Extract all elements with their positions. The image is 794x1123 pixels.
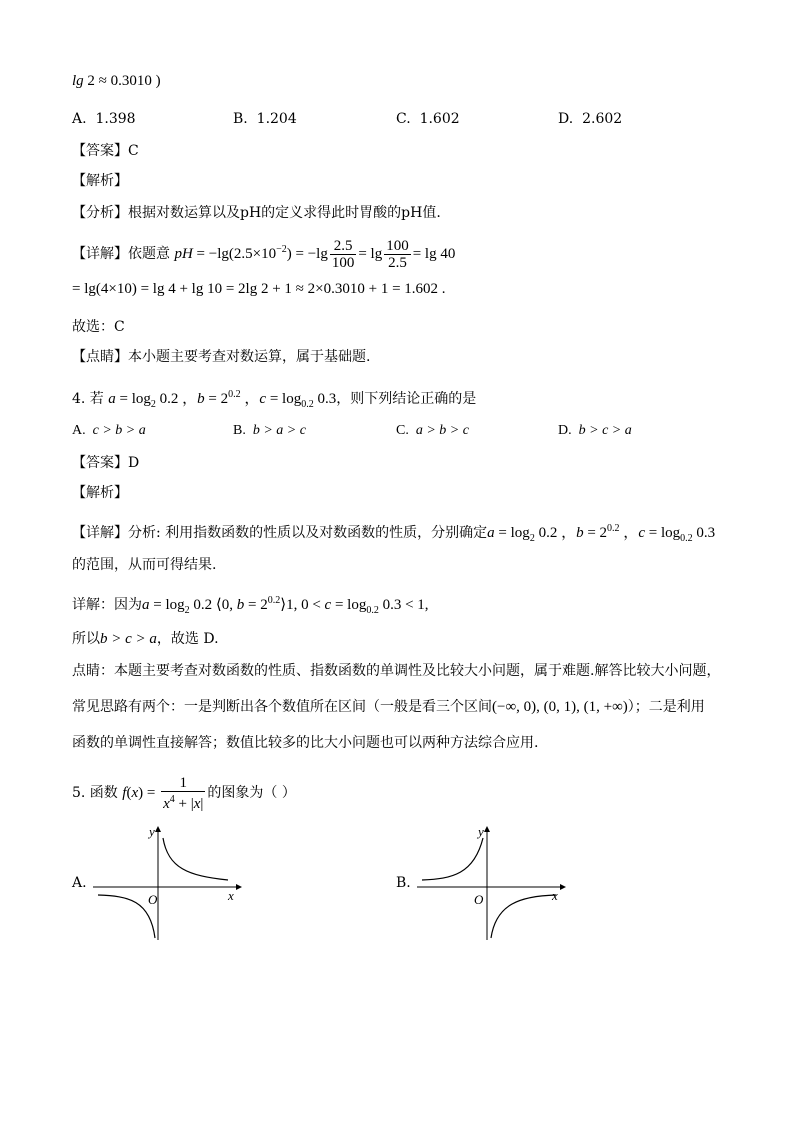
q3-option-a: A. 1.398: [72, 111, 136, 127]
q4-dianjing-2: 常见思路有两个：一是判断出各个数值所在区间（一般是看三个区间(−∞, 0), (0, 1), (1, +∞)）；二是利用: [72, 699, 705, 715]
q4-dianjing-1: 点睛：本题主要考查对数函数的性质、指数函数的单调性及比较大小问题，属于难题.解答比较大小问题，: [72, 663, 721, 679]
q4-stem: 4. 若 $a = \log_2 0.2$ ，$b = 2^{0.2}$ ，$c = \log_{0.2} 0.3$，则下列结论正确的是: [72, 389, 477, 410]
q4-dianjing-3: 函数的单调性直接解答；数值比较多的比大小问题也可以两种方法综合应用.: [72, 735, 539, 751]
q4-detail: 详解：因为$a = \log_2 0.2$ ⟨0, $b = 2^{0.2}⟩1$, $0 < c = \log_{0.2} 0.3 < 1$,: [72, 595, 429, 616]
graph-b-y-label: y: [478, 824, 484, 839]
graph-a-x-label: x: [228, 888, 234, 903]
q3-option-d: D. 2.602: [558, 111, 623, 127]
graph-a-label: A.: [72, 875, 87, 891]
q4-conclusion: 所以b > c > a，故选 D.: [72, 631, 219, 647]
graph-b-label: B.: [396, 875, 411, 891]
q3-line2: = lg(4×10) = lg 4 + lg 10 = 2lg 2 + 1 ≈ 2×0.3010 + 1 = 1.602 .: [72, 281, 446, 297]
q3-xiangjie: 【详解】依题意 pH = $-\lg(2.5\times 10^{-2}) = -\lg$ $\frac{2.5}{100}$ = lg $\frac{100}{2.5}$ = lg 40: [72, 238, 456, 272]
q3-option-b: B. 1.204: [233, 111, 297, 127]
q4-range-line: 的范围，从而可得结果.: [72, 557, 217, 573]
q3-guxuan: 故选：C: [72, 319, 125, 335]
q4-option-b: B. b > a > c: [233, 423, 306, 438]
q4-option-c: C. a > b > c: [396, 423, 469, 438]
graph-a: [88, 820, 248, 948]
q3-analysis-tag: 【解析】: [72, 173, 128, 189]
q3-fenxi: 【分析】根据对数运算以及pH的定义求得此时胃酸的pH值.: [72, 205, 441, 221]
q3-option-c: C. 1.602: [396, 111, 460, 127]
graph-b-x-label: x: [552, 888, 558, 903]
graph-a-origin: O: [148, 892, 158, 907]
graph-a-y-label: y: [149, 824, 155, 839]
q4-answer: 【答案】D: [72, 455, 140, 471]
q3-tail: lg 2 ≈ 0.3010 ): [72, 73, 161, 89]
graph-b-origin: O: [474, 892, 484, 907]
q4-option-d: D. b > c > a: [558, 423, 632, 438]
q4-analysis-tag: 【解析】: [72, 485, 128, 501]
q3-dianjing: 【点睛】本小题主要考查对数运算，属于基础题.: [72, 349, 371, 365]
q3-answer: 【答案】C: [72, 143, 139, 159]
graph-b: [412, 820, 572, 948]
q5-stem: 5. 函数 f(x) = $\frac{1}{x^4 + |x|}$ 的图象为（ ）: [72, 775, 296, 813]
q4-xiangjie: 【详解】分析: 利用指数函数的性质以及对数函数的性质，分别确定$a = \log_2 0.2$ ，$b = 2^{0.2}$ ，$c = \log_{0.2} 0.3$: [72, 523, 716, 544]
q4-option-a: A. c > b > a: [72, 423, 146, 438]
